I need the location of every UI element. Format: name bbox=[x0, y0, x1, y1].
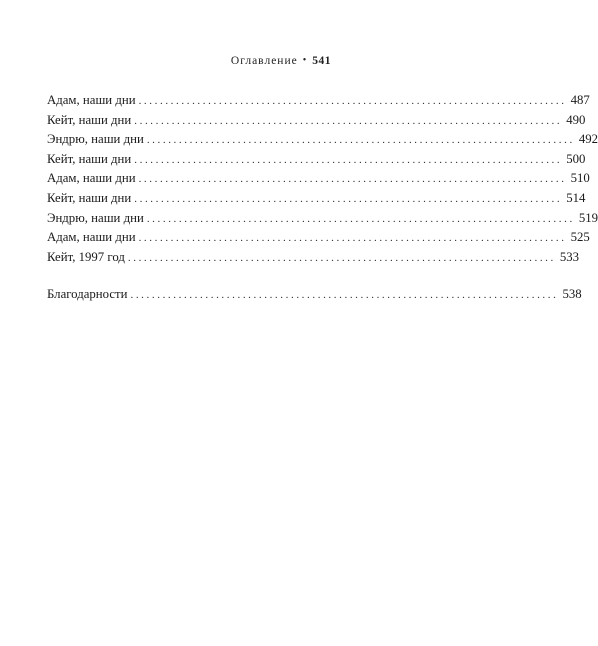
toc-entry bbox=[47, 111, 586, 131]
toc-entry-page: 510 bbox=[570, 171, 590, 186]
toc-main-list bbox=[47, 91, 598, 267]
toc-entry bbox=[47, 209, 598, 229]
running-head bbox=[231, 55, 331, 67]
toc-entry-page: 514 bbox=[566, 190, 586, 205]
toc-entry-title: Кейт, наши дни bbox=[47, 112, 132, 127]
toc-entry-page: 487 bbox=[570, 93, 590, 107]
toc-dot-leader: ................................................................................ bbox=[138, 232, 567, 245]
toc-entry bbox=[47, 91, 590, 111]
toc-dot-leader: ................................................................................ bbox=[146, 212, 575, 225]
toc-dot-leader: ................................................................................ bbox=[138, 95, 567, 107]
toc-entry-page: 538 bbox=[562, 287, 582, 302]
toc-entry bbox=[47, 130, 598, 150]
toc-dot-leader: ................................................................................ bbox=[134, 192, 563, 205]
toc-entry bbox=[47, 248, 580, 268]
toc-entry-title: Кейт, наши дни bbox=[47, 190, 132, 205]
toc-entry-title: Эндрю, наши дни bbox=[47, 210, 144, 225]
toc-entry-page: 525 bbox=[570, 230, 590, 245]
toc-entry-page: 519 bbox=[578, 210, 598, 225]
toc-after-list bbox=[47, 285, 582, 305]
toc-entry-title: Эндрю, наши дни bbox=[47, 132, 144, 147]
toc-entry-page: 500 bbox=[566, 151, 586, 166]
toc-entry bbox=[47, 285, 582, 305]
toc-entry bbox=[47, 189, 586, 209]
toc-entry-title: Благодарности bbox=[47, 287, 128, 302]
running-head-section: Оглавление bbox=[230, 55, 298, 67]
table-of-contents bbox=[47, 91, 598, 305]
toc-entry bbox=[47, 228, 590, 248]
toc-entry-page: 533 bbox=[559, 249, 580, 264]
toc-dot-leader: ................................................................................ bbox=[127, 251, 556, 264]
toc-entry-title: Кейт, 1997 год bbox=[47, 249, 125, 264]
toc-dot-leader: ................................................................................ bbox=[130, 289, 559, 302]
toc-dot-leader: ................................................................................ bbox=[138, 173, 567, 186]
toc-dot-leader: ................................................................................ bbox=[134, 153, 563, 166]
toc-gap bbox=[47, 267, 331, 285]
running-head-page-number: 541 bbox=[312, 55, 331, 67]
toc-entry bbox=[47, 150, 586, 170]
toc-entry bbox=[47, 169, 590, 189]
running-head-separator: • bbox=[302, 55, 308, 66]
toc-entry-title: Адам, наши дни bbox=[47, 93, 136, 107]
toc-entry-page: 492 bbox=[578, 132, 598, 147]
toc-entry-page: 490 bbox=[566, 112, 586, 127]
toc-entry-title: Кейт, наши дни bbox=[47, 151, 132, 166]
toc-dot-leader: ................................................................................ bbox=[134, 114, 563, 127]
toc-entry-title: Адам, наши дни bbox=[47, 230, 136, 245]
toc-dot-leader: ................................................................................ bbox=[146, 134, 575, 147]
toc-entry-title: Адам, наши дни bbox=[47, 171, 136, 186]
